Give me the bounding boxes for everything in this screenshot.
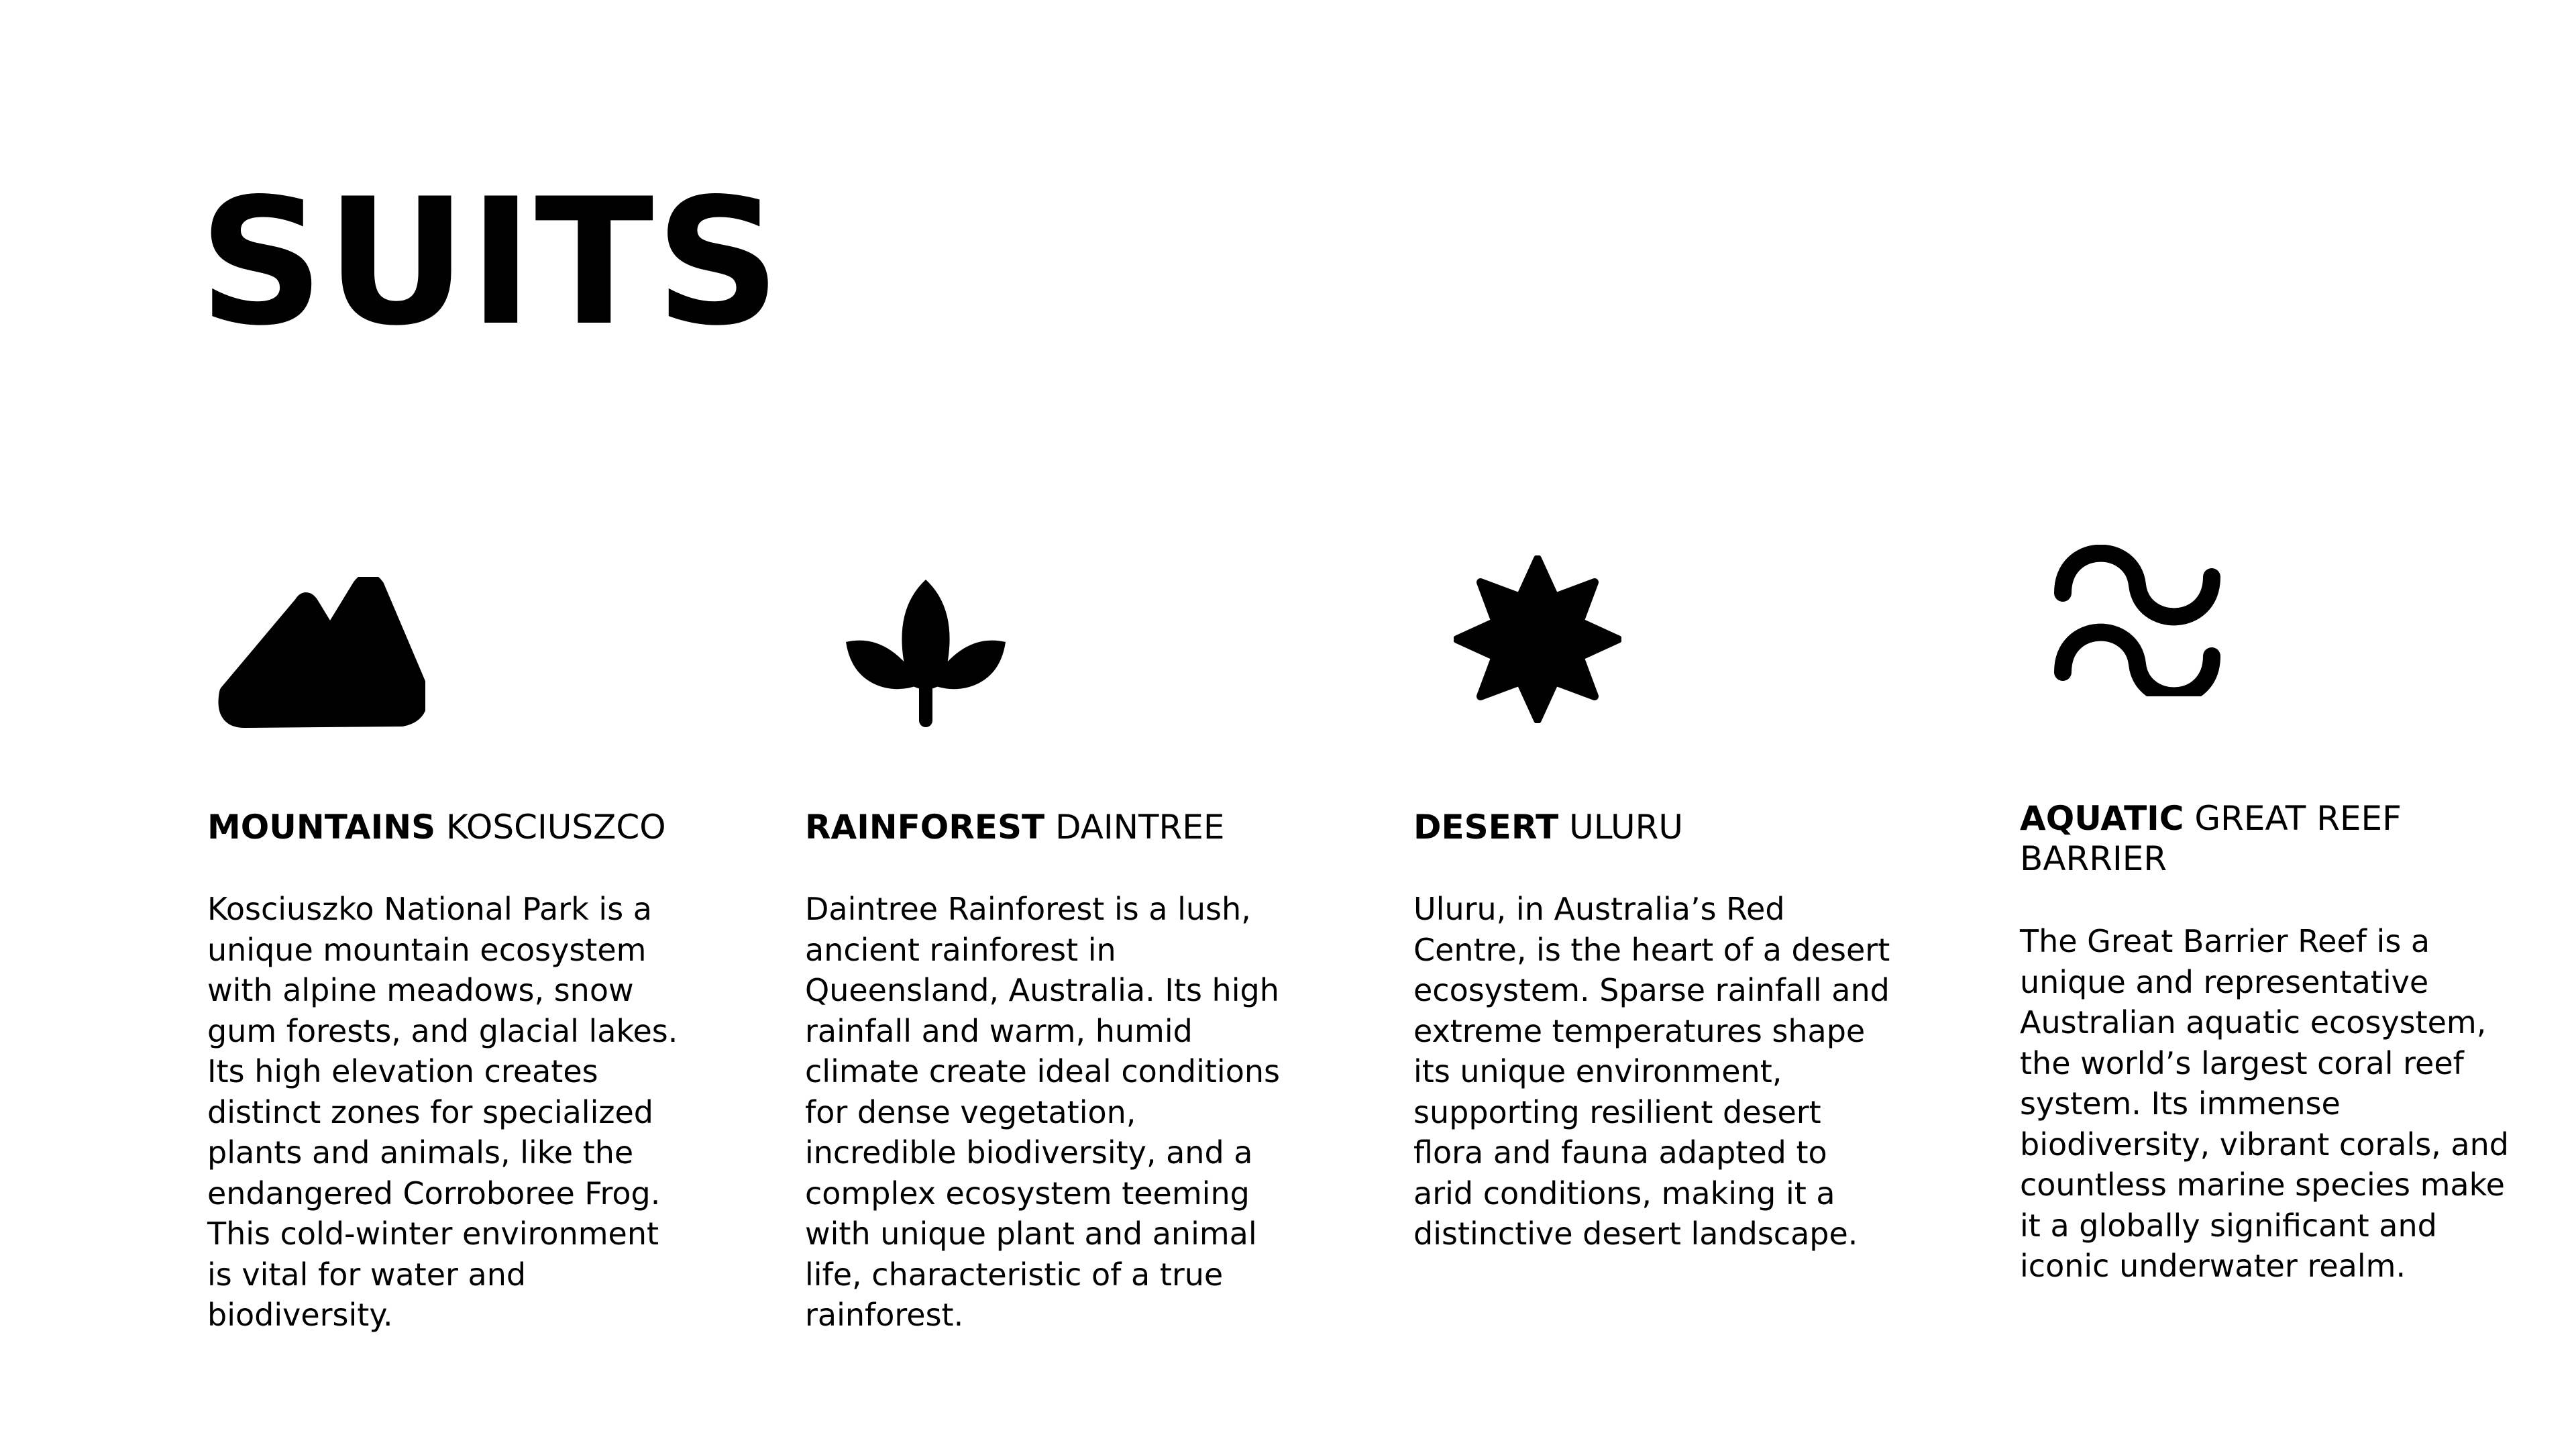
mountain-icon [217, 577, 425, 733]
leaf-icon [842, 577, 1010, 728]
suit-heading [2020, 798, 2516, 879]
suit-name: AQUATIC [2020, 799, 2184, 838]
suit-description: Daintree Rainforest is a lush, ancient rainforest in Queensland, Australia. Its high rainfall and warm, humid climate create ideal conditions for dense vegetation, incredible biodiversity, and a complex ecosystem teeming with unique plant and animal life, characteristic of a true rainforest. [805, 891, 1280, 1333]
suit-place: KOSCIUSZCO [446, 808, 666, 847]
suit-heading [1413, 807, 1923, 847]
suit-heading [207, 807, 717, 847]
suit-place: DAINTREE [1055, 808, 1225, 847]
suit-description: Uluru, in Australia’s Red Centre, is the heart of a desert ecosystem. Sparse rainfall and extreme temperatures shape its unique environment, supporting resilient desert flora and fauna adapted to arid conditions, making it a distinctive desert landscape. [1413, 891, 1890, 1252]
suit-name: RAINFOREST [805, 808, 1045, 847]
page-title: SUITS [199, 162, 782, 364]
suit-heading [805, 807, 1315, 847]
star-icon [1454, 555, 1621, 723]
suit-description: Kosciuszko National Park is a unique mountain ecosystem with alpine meadows, snow gum forests, and glacial lakes. Its high elevation creates distinct zones for specialized plants and animals, like the endangered Corroboree Frog. This cold-winter environment is vital for water and biodiversity. [207, 891, 678, 1333]
suit-description: The Great Barrier Reef is a unique and representative Australian aquatic ecosystem, the world’s largest coral reef system. Its immense biodiversity, vibrant corals, and countless marine species make it a globally significant and iconic underwater realm. [2020, 923, 2509, 1284]
suit-place: GREAT REEF BARRIER [2020, 799, 2402, 878]
suit-name: DESERT [1413, 808, 1559, 847]
wave-icon [2053, 545, 2221, 696]
suit-place: ULURU [1569, 808, 1683, 847]
suit-name: MOUNTAINS [207, 808, 436, 847]
